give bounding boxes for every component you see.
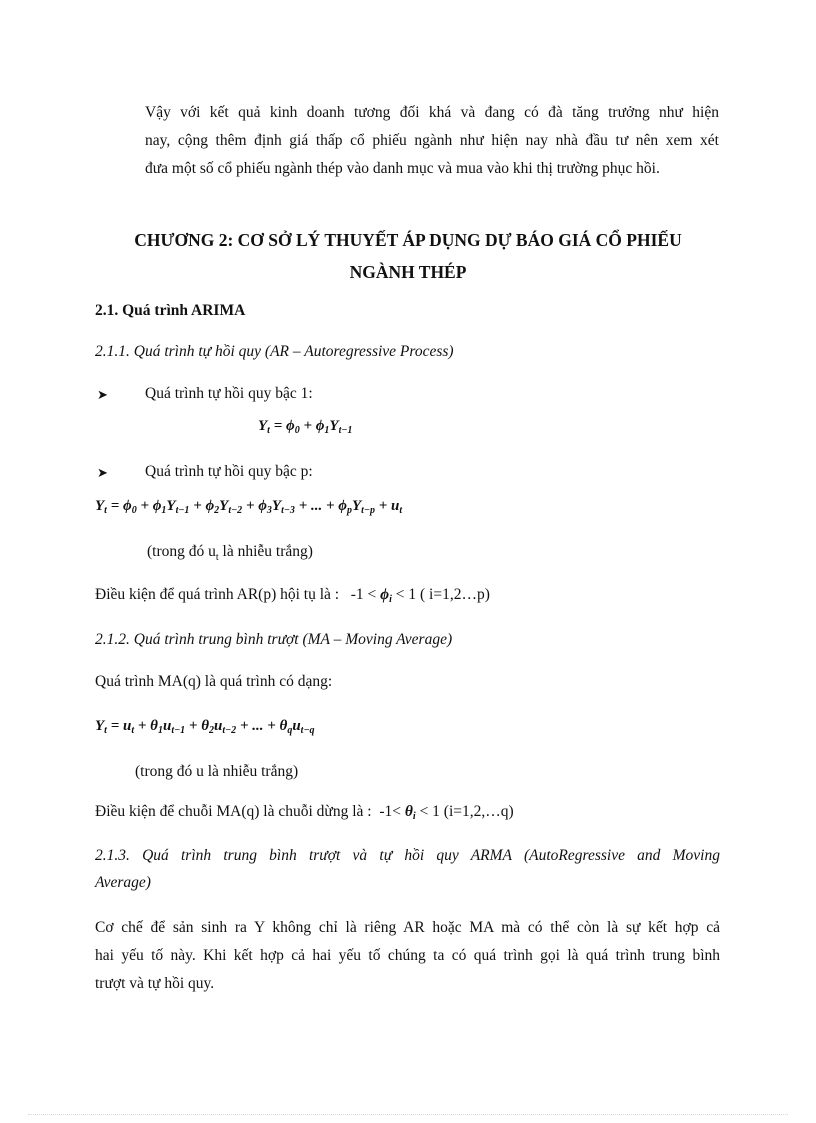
ma-stationarity-condition: Điều kiện để chuỗi MA(q) là chuỗi dừng là : $-1< \theta_i < 1$ (i=1,2,…q) (95, 803, 514, 822)
arma-para-line-2: hai yếu tố này. Khi kết hợp cả hai yếu tố chúng ta có quá trình gọi là quá trình trung bình (95, 947, 720, 964)
arma-para-line-3: trượt và tự hồi quy. (95, 975, 215, 992)
ma-intro: Quá trình MA(q) là quá trình có dạng: (95, 673, 333, 690)
section-heading-2-1: 2.1. Quá trình ARIMA (95, 302, 246, 319)
ar1-formula: $Y_t = \phi_0 + \phi_1Y_{t-1}$ (258, 418, 353, 436)
page-bottom-divider (28, 1114, 788, 1115)
bullet-arp-label: Quá trình tự hồi quy bậc p: (145, 463, 313, 480)
intro-line-2: nay, cộng thêm định giá thấp cổ phiếu ngành như hiện nay nhà đầu tư nên xem xét (145, 132, 719, 149)
right-arrowhead-icon: ➤ (97, 387, 108, 402)
section-heading-2-1-1: 2.1.1. Quá trình tự hồi quy (AR – Autoregressive Process) (95, 343, 454, 360)
ar-white-noise-note: (trong đó $u_t$ là nhiễu trắng) (147, 543, 313, 564)
intro-line-1: Vậy với kết quả kinh doanh tương đối khá và đang có đà tăng trưởng như hiện (145, 104, 719, 121)
chapter-title-line-2: NGÀNH THÉP (349, 262, 467, 282)
ar-convergence-condition: Điều kiện để quá trình AR(p) hội tụ là : $-1 < \phi_i < 1$ ( i=1,2…p) (95, 586, 490, 605)
ma-formula: $Y_t = u_t + \theta_1u_{t-1} + \theta_2u_{t-2}$ + ... + $\theta_qu_{t-q}$ (95, 718, 315, 736)
section-heading-2-1-3-line-1: 2.1.3. Quá trình trung bình trượt và tự hồi quy ARMA (AutoRegressive and Moving (95, 847, 720, 864)
right-arrowhead-icon: ➤ (97, 465, 108, 480)
ma-white-noise-note: (trong đó u là nhiễu trắng) (135, 763, 299, 780)
bullet-ar1-label: Quá trình tự hồi quy bậc 1: (145, 385, 313, 402)
intro-line-3: đưa một số cổ phiếu ngành thép vào danh mục và mua vào khi thị trường phục hồi. (145, 160, 660, 177)
section-heading-2-1-3-line-2: Average) (95, 874, 151, 891)
chapter-title-line-1: CHƯƠNG 2: CƠ SỞ LÝ THUYẾT ÁP DỤNG DỰ BÁO GIÁ CỔ PHIẾU (134, 230, 682, 250)
section-heading-2-1-2: 2.1.2. Quá trình trung bình trượt (MA – Moving Average) (95, 631, 453, 648)
arp-formula: $Y_t = \phi_0 + \phi_1Y_{t-1} + \phi_2Y_{t-2} + \phi_3Y_{t-3}$ + ... + $\phi_pY_{t-p} + u_t$ (95, 498, 403, 516)
arma-para-line-1: Cơ chế để sản sinh ra Y không chỉ là riêng AR hoặc MA mà có thể còn là sự kết hợp cả (95, 919, 720, 936)
